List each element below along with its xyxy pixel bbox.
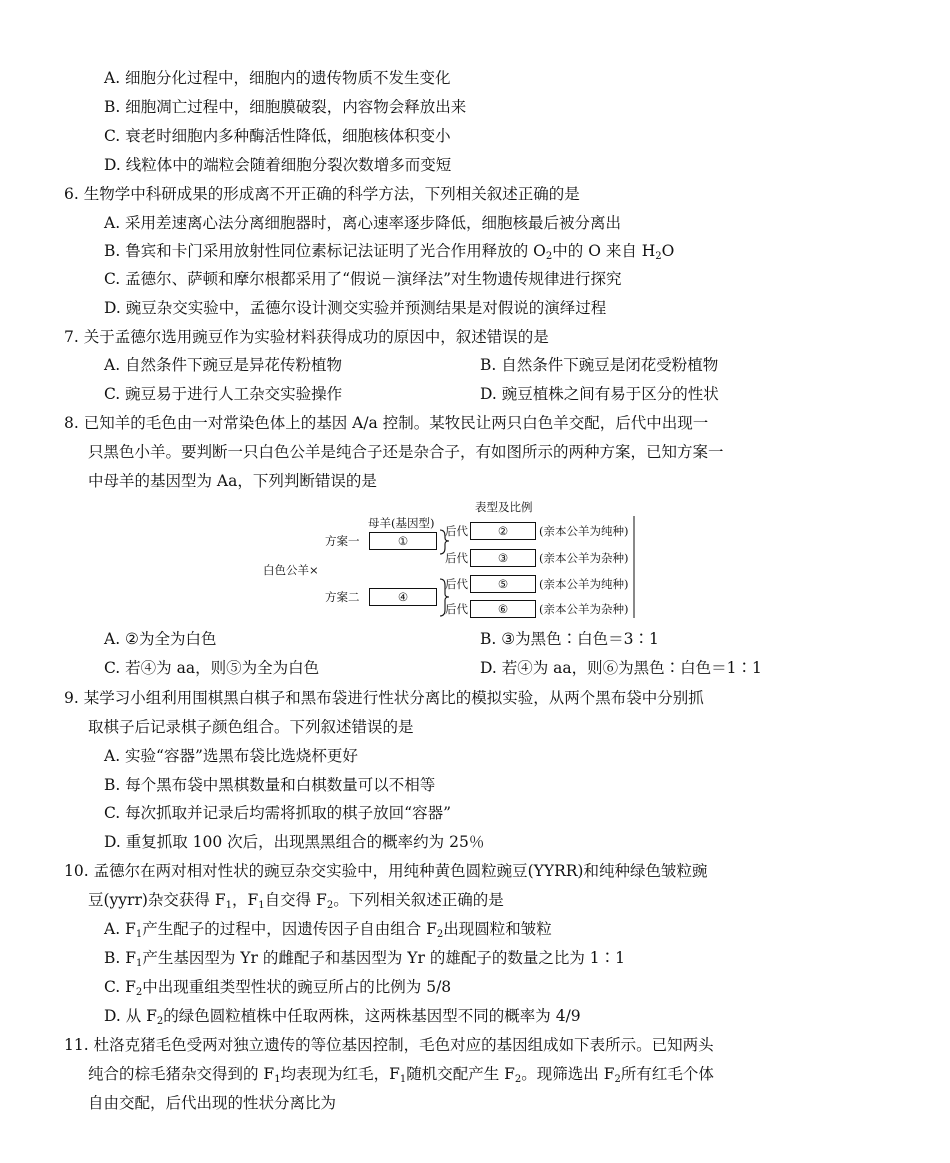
- note-pure-1: (亲本公羊为纯种): [539, 524, 629, 538]
- plan-two-label: 方案二: [325, 590, 360, 604]
- note-hetero-2: (亲本公羊为杂种): [539, 602, 629, 616]
- box-3: ③: [470, 549, 536, 567]
- offspring-label-4: 后代: [445, 602, 468, 616]
- q9-stem-line1: 9. 某学习小组利用围棋黑白棋子和黑布袋进行性状分离比的模拟实验，从两个黑布袋中分别抓: [64, 689, 704, 707]
- q10-option-d: D. 从 $F_2$的绿色圆粒植株中任取两株，这两株基因型不同的概率为 4/9: [104, 1007, 581, 1027]
- q6-option-d: D. 豌豆杂交实验中，孟德尔设计测交实验并预测结果是对假说的演绎过程: [104, 299, 607, 317]
- note-pure-2: (亲本公羊为纯种): [539, 577, 629, 591]
- q7-option-c: C. 豌豆易于进行人工杂交实验操作: [104, 385, 343, 403]
- q11-stem-line1: 11. 杜洛克猪毛色受两对独立遗传的等位基因控制，毛色对应的基因组成如下表所示。已知两头: [64, 1036, 714, 1054]
- q8-stem-line2: 只黑色小羊。要判断一只白色公羊是纯合子还是杂合子，有如图所示的两种方案，已知方案一: [88, 443, 724, 461]
- box-4: ④: [369, 588, 437, 606]
- q10-stem-line1: 10. 孟德尔在两对相对性状的豌豆杂交实验中，用纯种黄色圆粒豌豆(YYRR)和纯种绿色皱粒豌: [64, 862, 708, 880]
- q5-option-d: D. 线粒体中的端粒会随着细胞分裂次数增多而变短: [104, 156, 452, 174]
- box-2: ②: [470, 522, 536, 540]
- q10-option-b: B. $F_1$产生基因型为 Yr 的雌配子和基因型为 Yr 的雄配子的数量之比为 1∶1: [104, 949, 626, 969]
- note-hetero-1: (亲本公羊为杂种): [539, 551, 629, 565]
- white-ram-label: 白色公羊×: [263, 563, 319, 577]
- header-mother-genotype: 母羊(基因型): [368, 516, 435, 530]
- q10-stem-line2: 豆(yyrr)杂交获得 $F_1$，$F_1$自交得 $F_2$。下列相关叙述正确的是: [88, 891, 504, 911]
- q6-option-c: C. 孟德尔、萨顿和摩尔根都采用了“假说－演绎法”对生物遗传规律进行探究: [104, 270, 622, 288]
- q8-option-b: B. ③为黑色∶白色＝3∶1: [480, 630, 659, 648]
- box-1: ①: [369, 532, 437, 550]
- offspring-label-3: 后代: [445, 577, 468, 591]
- q9-option-b: B. 每个黑布袋中黑棋数量和白棋数量可以不相等: [104, 776, 436, 794]
- box-6: ⑥: [470, 600, 536, 618]
- q9-option-d: D. 重复抓取 100 次后，出现黑黑组合的概率约为 25％: [104, 833, 485, 851]
- q10-option-c: C. $F_2$中出现重组类型性状的豌豆所占的比例为 5/8: [104, 978, 452, 998]
- q8-option-c: C. 若④为 aa，则⑤为全为白色: [104, 659, 320, 677]
- plan-one-label: 方案一: [325, 534, 360, 548]
- q5-option-b: B. 细胞凋亡过程中，细胞膜破裂，内容物会释放出来: [104, 98, 467, 116]
- q8-stem-line1: 8. 已知羊的毛色由一对常染色体上的基因 A/a 控制。某牧民让两只白色羊交配，后代中出现一: [64, 414, 709, 432]
- q7-option-d: D. 豌豆植株之间有易于区分的性状: [480, 385, 719, 403]
- q6-option-b: B. 鲁宾和卡门采用放射性同位素标记法证明了光合作用释放的 $O_2$中的 O 来自 $H_2O$: [104, 242, 675, 262]
- q5-option-c: C. 衰老时细胞内多种酶活性降低，细胞核体积变小: [104, 127, 451, 145]
- q9-stem-line2: 取棋子后记录棋子颜色组合。下列叙述错误的是: [88, 718, 414, 736]
- breeding-scheme-diagram: [255, 498, 655, 624]
- box-5: ⑤: [470, 575, 536, 593]
- q7-option-b: B. 自然条件下豌豆是闭花受粉植物: [480, 356, 719, 374]
- q8-option-d: D. 若④为 aa，则⑥为黑色∶白色＝1∶1: [480, 659, 762, 677]
- offspring-label-1: 后代: [445, 524, 468, 538]
- q7-option-a: A. 自然条件下豌豆是异花传粉植物: [104, 356, 343, 374]
- q8-option-a: A. ②为全为白色: [104, 630, 217, 648]
- q10-option-a: A. $F_1$产生配子的过程中，因遗传因子自由组合 $F_2$出现圆粒和皱粒: [104, 920, 552, 940]
- q6-stem: 6. 生物学中科研成果的形成离不开正确的科学方法，下列相关叙述正确的是: [64, 185, 580, 203]
- q5-option-a: A. 细胞分化过程中，细胞内的遗传物质不发生变化: [104, 69, 451, 87]
- q7-stem: 7. 关于孟德尔选用豌豆作为实验材料获得成功的原因中，叙述错误的是: [64, 328, 549, 346]
- q8-stem-line3: 中母羊的基因型为 Aa，下列判断错误的是: [88, 472, 377, 490]
- header-phenotype-ratio: 表型及比例: [475, 500, 533, 514]
- q11-stem-line3: 自由交配，后代出现的性状分离比为: [88, 1094, 337, 1112]
- q6-option-a: A. 采用差速离心法分离细胞器时，离心速率逐步降低，细胞核最后被分离出: [104, 214, 622, 232]
- offspring-label-2: 后代: [445, 551, 468, 565]
- q9-option-a: A. 实验“容器”选黑布袋比选烧杯更好: [104, 747, 358, 765]
- q9-option-c: C. 每次抓取并记录后均需将抓取的棋子放回“容器”: [104, 804, 452, 822]
- q11-stem-line2: 纯合的棕毛猪杂交得到的 $F_1$均表现为红毛，$F_1$随机交配产生 $F_2$。现筛选出 $F_2$所有红毛个体: [88, 1065, 714, 1085]
